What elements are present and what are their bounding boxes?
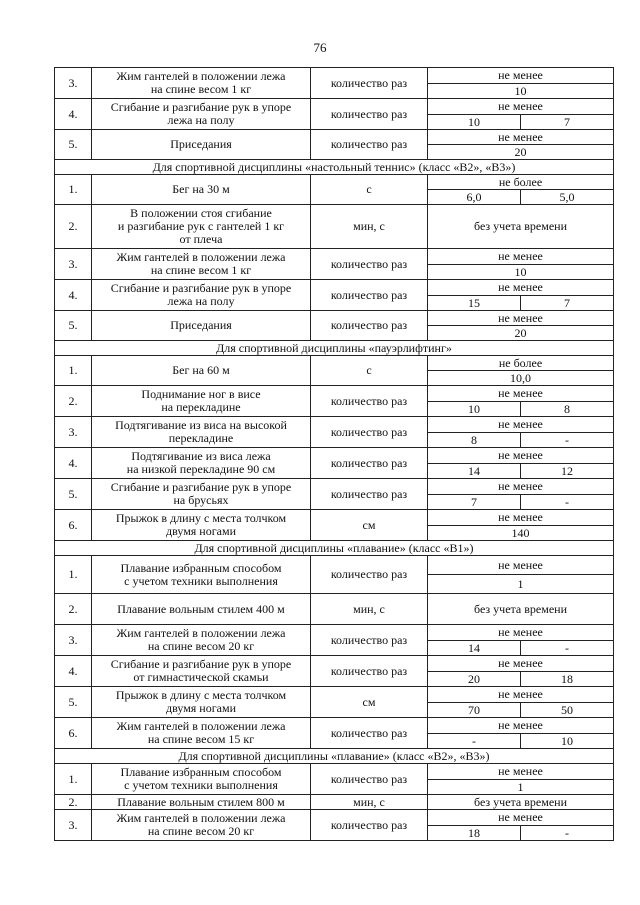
- exercise-name: Сгибание и разгибание рук в упоре лежа на полу: [92, 99, 311, 130]
- section-row: [55, 749, 614, 764]
- item-number: 4.: [55, 280, 92, 311]
- unit-of-measure: мин, с: [311, 205, 428, 249]
- norm-qualifier: не менее: [428, 479, 614, 495]
- norm-value-men: 20: [428, 672, 521, 687]
- norm-qualifier: не менее: [428, 99, 614, 115]
- norm-value: без учета времени: [428, 594, 614, 625]
- norm-value-women: -: [521, 433, 614, 448]
- norm-value-men: 10: [428, 115, 521, 130]
- unit-of-measure: с: [311, 175, 428, 205]
- exercise-name: Жим гантелей в положении лежа на спине весом 15 кг: [92, 718, 311, 749]
- table-row: [55, 68, 614, 84]
- norm-value-men: 15: [428, 296, 521, 311]
- exercise-name: Плавание избранным способом с учетом техники выполнения: [92, 556, 311, 594]
- norm-qualifier: не менее: [428, 417, 614, 433]
- norm-value-men: 6,0: [428, 190, 521, 205]
- item-number: 3.: [55, 625, 92, 656]
- table-row: [55, 99, 614, 115]
- item-number: 1.: [55, 764, 92, 795]
- norm-value: 1: [428, 780, 614, 795]
- item-number: 3.: [55, 417, 92, 448]
- exercise-name: Приседания: [92, 311, 311, 341]
- table-row: [55, 205, 614, 249]
- table-row: [55, 795, 614, 810]
- unit-of-measure: количество раз: [311, 479, 428, 510]
- table-row: [55, 810, 614, 826]
- norm-value-women: -: [521, 495, 614, 510]
- norm-value-men: 14: [428, 641, 521, 656]
- table-row: [55, 687, 614, 703]
- item-number: 5.: [55, 130, 92, 160]
- table-row: [55, 386, 614, 402]
- unit-of-measure: количество раз: [311, 656, 428, 687]
- norm-value-men: 14: [428, 464, 521, 479]
- unit-of-measure: количество раз: [311, 764, 428, 795]
- norms-table-body: [55, 68, 614, 841]
- table-row: [55, 479, 614, 495]
- unit-of-measure: количество раз: [311, 311, 428, 341]
- exercise-name: В положении стоя сгибание и разгибание рук с гантелей 1 кг от плеча: [92, 205, 311, 249]
- norm-value: 10: [428, 265, 614, 280]
- unit-of-measure: мин, с: [311, 795, 428, 810]
- norm-qualifier: не менее: [428, 718, 614, 734]
- section-title: Для спортивной дисциплины «пауэрлифтинг»: [55, 341, 614, 356]
- norm-value-women: 7: [521, 296, 614, 311]
- unit-of-measure: количество раз: [311, 448, 428, 479]
- exercise-name: Сгибание и разгибание рук в упоре на брусьях: [92, 479, 311, 510]
- table-row: [55, 130, 614, 145]
- table-row: [55, 249, 614, 265]
- exercise-name: Подтягивание из виса на высокой перекладине: [92, 417, 311, 448]
- norm-value-women: 10: [521, 734, 614, 749]
- table-row: [55, 594, 614, 625]
- norm-value-women: -: [521, 641, 614, 656]
- item-number: 1.: [55, 556, 92, 594]
- exercise-name: Плавание избранным способом с учетом техники выполнения: [92, 764, 311, 795]
- norm-qualifier: не менее: [428, 311, 614, 326]
- item-number: 6.: [55, 718, 92, 749]
- norm-qualifier: не менее: [428, 68, 614, 84]
- table-row: [55, 448, 614, 464]
- table-row: [55, 175, 614, 190]
- item-number: 5.: [55, 687, 92, 718]
- item-number: 4.: [55, 656, 92, 687]
- norm-qualifier: не более: [428, 175, 614, 190]
- norm-qualifier: не более: [428, 356, 614, 371]
- table-row: [55, 764, 614, 780]
- exercise-name: Жим гантелей в положении лежа на спине весом 1 кг: [92, 68, 311, 99]
- unit-of-measure: с: [311, 356, 428, 386]
- unit-of-measure: см: [311, 510, 428, 541]
- exercise-name: Жим гантелей в положении лежа на спине весом 1 кг: [92, 249, 311, 280]
- norm-value: 20: [428, 145, 614, 160]
- unit-of-measure: количество раз: [311, 556, 428, 594]
- item-number: 4.: [55, 448, 92, 479]
- norm-value-women: 5,0: [521, 190, 614, 205]
- exercise-name: Поднимание ног в висе на перекладине: [92, 386, 311, 417]
- table-row: [55, 656, 614, 672]
- norm-qualifier: не менее: [428, 687, 614, 703]
- item-number: 3.: [55, 249, 92, 280]
- exercise-name: Плавание вольным стилем 800 м: [92, 795, 311, 810]
- exercise-name: Бег на 60 м: [92, 356, 311, 386]
- item-number: 5.: [55, 311, 92, 341]
- exercise-name: Плавание вольным стилем 400 м: [92, 594, 311, 625]
- item-number: 4.: [55, 99, 92, 130]
- norm-value: без учета времени: [428, 205, 614, 249]
- norm-value-women: 50: [521, 703, 614, 718]
- unit-of-measure: количество раз: [311, 280, 428, 311]
- norm-value-men: 10: [428, 402, 521, 417]
- table-row: [55, 280, 614, 296]
- item-number: 3.: [55, 68, 92, 99]
- unit-of-measure: количество раз: [311, 249, 428, 280]
- exercise-name: Подтягивание из виса лежа на низкой перекладине 90 см: [92, 448, 311, 479]
- section-row: [55, 341, 614, 356]
- section-row: [55, 541, 614, 556]
- norm-qualifier: не менее: [428, 510, 614, 526]
- exercise-name: Приседания: [92, 130, 311, 160]
- unit-of-measure: количество раз: [311, 68, 428, 99]
- norm-value: 10: [428, 84, 614, 99]
- norm-qualifier: не менее: [428, 280, 614, 296]
- norm-value-women: 12: [521, 464, 614, 479]
- table-row: [55, 625, 614, 641]
- item-number: 2.: [55, 795, 92, 810]
- section-title: Для спортивной дисциплины «плавание» (класс «В2», «В3»): [55, 749, 614, 764]
- norm-qualifier: не менее: [428, 764, 614, 780]
- table-row: [55, 510, 614, 526]
- item-number: 2.: [55, 386, 92, 417]
- norm-qualifier: не менее: [428, 249, 614, 265]
- item-number: 6.: [55, 510, 92, 541]
- unit-of-measure: количество раз: [311, 718, 428, 749]
- norm-value-men: -: [428, 734, 521, 749]
- exercise-name: Прыжок в длину с места толчком двумя ногами: [92, 687, 311, 718]
- norm-value-women: -: [521, 826, 614, 841]
- unit-of-measure: количество раз: [311, 99, 428, 130]
- unit-of-measure: количество раз: [311, 386, 428, 417]
- item-number: 1.: [55, 356, 92, 386]
- norm-value: 140: [428, 526, 614, 541]
- exercise-name: Сгибание и разгибание рук в упоре лежа на полу: [92, 280, 311, 311]
- norm-qualifier: не менее: [428, 130, 614, 145]
- unit-of-measure: количество раз: [311, 417, 428, 448]
- table-row: [55, 556, 614, 575]
- unit-of-measure: количество раз: [311, 130, 428, 160]
- norms-table: [54, 67, 614, 841]
- item-number: 2.: [55, 205, 92, 249]
- section-row: [55, 160, 614, 175]
- item-number: 1.: [55, 175, 92, 205]
- norm-value: без учета времени: [428, 795, 614, 810]
- unit-of-measure: см: [311, 687, 428, 718]
- section-title: Для спортивной дисциплины «плавание» (класс «В1»): [55, 541, 614, 556]
- norm-qualifier: не менее: [428, 386, 614, 402]
- exercise-name: Жим гантелей в положении лежа на спине весом 20 кг: [92, 625, 311, 656]
- table-row: [55, 417, 614, 433]
- norm-qualifier: не менее: [428, 810, 614, 826]
- unit-of-measure: количество раз: [311, 625, 428, 656]
- norm-qualifier: не менее: [428, 625, 614, 641]
- norm-value-women: 8: [521, 402, 614, 417]
- item-number: 2.: [55, 594, 92, 625]
- item-number: 3.: [55, 810, 92, 841]
- norm-value: 1: [428, 575, 614, 594]
- norm-qualifier: не менее: [428, 448, 614, 464]
- section-title: Для спортивной дисциплины «настольный теннис» (класс «В2», «В3»): [55, 160, 614, 175]
- item-number: 5.: [55, 479, 92, 510]
- norm-value-men: 70: [428, 703, 521, 718]
- unit-of-measure: мин, с: [311, 594, 428, 625]
- table-row: [55, 311, 614, 326]
- norm-qualifier: не менее: [428, 656, 614, 672]
- norm-value: 20: [428, 326, 614, 341]
- unit-of-measure: количество раз: [311, 810, 428, 841]
- norm-value: 10,0: [428, 371, 614, 386]
- norm-value-women: 18: [521, 672, 614, 687]
- exercise-name: Прыжок в длину с места толчком двумя ногами: [92, 510, 311, 541]
- norm-value-men: 18: [428, 826, 521, 841]
- table-row: [55, 356, 614, 371]
- norm-value-women: 7: [521, 115, 614, 130]
- norm-value-men: 8: [428, 433, 521, 448]
- exercise-name: Жим гантелей в положении лежа на спине весом 20 кг: [92, 810, 311, 841]
- table-row: [55, 718, 614, 734]
- page-number: 76: [313, 40, 327, 55]
- norm-qualifier: не менее: [428, 556, 614, 575]
- exercise-name: Сгибание и разгибание рук в упоре от гимнастической скамьи: [92, 656, 311, 687]
- norm-value-men: 7: [428, 495, 521, 510]
- exercise-name: Бег на 30 м: [92, 175, 311, 205]
